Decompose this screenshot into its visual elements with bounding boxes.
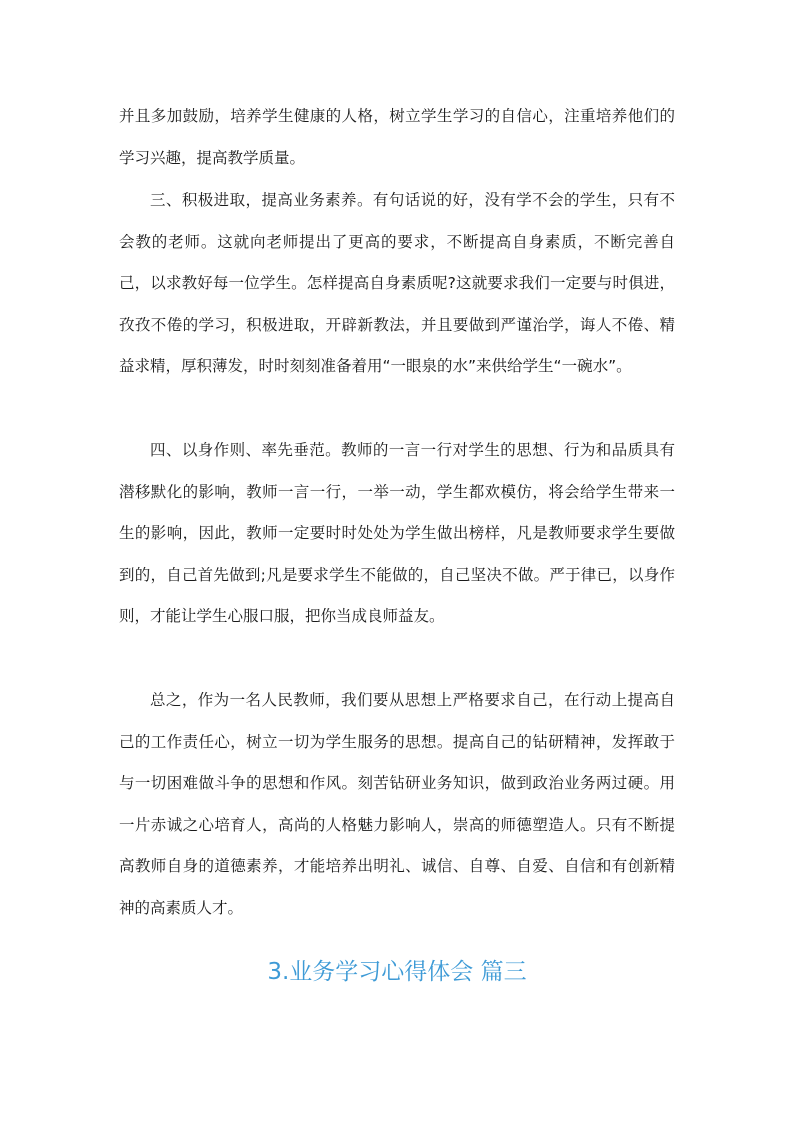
paragraph-continuation: 并且多加鼓励，培养学生健康的人格，树立学生学习的自信心，注重培养他们的学习兴趣，提高教学质量。: [119, 107, 675, 167]
paragraph-conclusion: 总之，作为一名人民教师，我们要从思想上严格要求自己，在行动上提高自己的工作责任心，树立一切为学生服务的思想。提高自己的钻研精神，发挥敢于与一切困难做斗争的思想和作风。刻苦钻研业务知识，做到政治业务两过硬。用一片赤诚之心培育人，高尚的人格魅力影响人，崇高的师德塑造人。只有不断提高教师自身的道德素养，才能培养出明礼、诚信、自尊、自爱、自信和有创新精神的高素质人才。: [119, 691, 675, 917]
section-heading: 3.业务学习心得体会 篇三: [267, 959, 527, 985]
paragraph-professional-quality: 三、积极进取，提高业务素养。有句话说的好，没有学不会的学生，只有不会教的老师。这就向老师提出了更高的要求，不断提高自身素质，不断完善自己，以求教好每一位学生。怎样提高自身素质呢?这就要求我们一定要与时俱进，孜孜不倦的学习，积极进取，开辟新教法，并且要做到严谨治学，诲人不倦、精益求精，厚积薄发，时时刻刻准备着用“一眼泉的水”来供给学生“一碗水”。: [119, 191, 675, 375]
paragraph-lead-by-example: 四、以身作则、率先垂范。教师的一言一行对学生的思想、行为和品质具有潜移默化的影响，教师一言一行，一举一动，学生都欢模仿，将会给学生带来一生的影响，因此，教师一定要时时处处为学生做出榜样，凡是教师要求学生要做到的，自己首先做到;凡是要求学生不能做的，自己坚决不做。严于律已，以身作则，才能让学生心服口服，把你当成良师益友。: [119, 441, 675, 625]
